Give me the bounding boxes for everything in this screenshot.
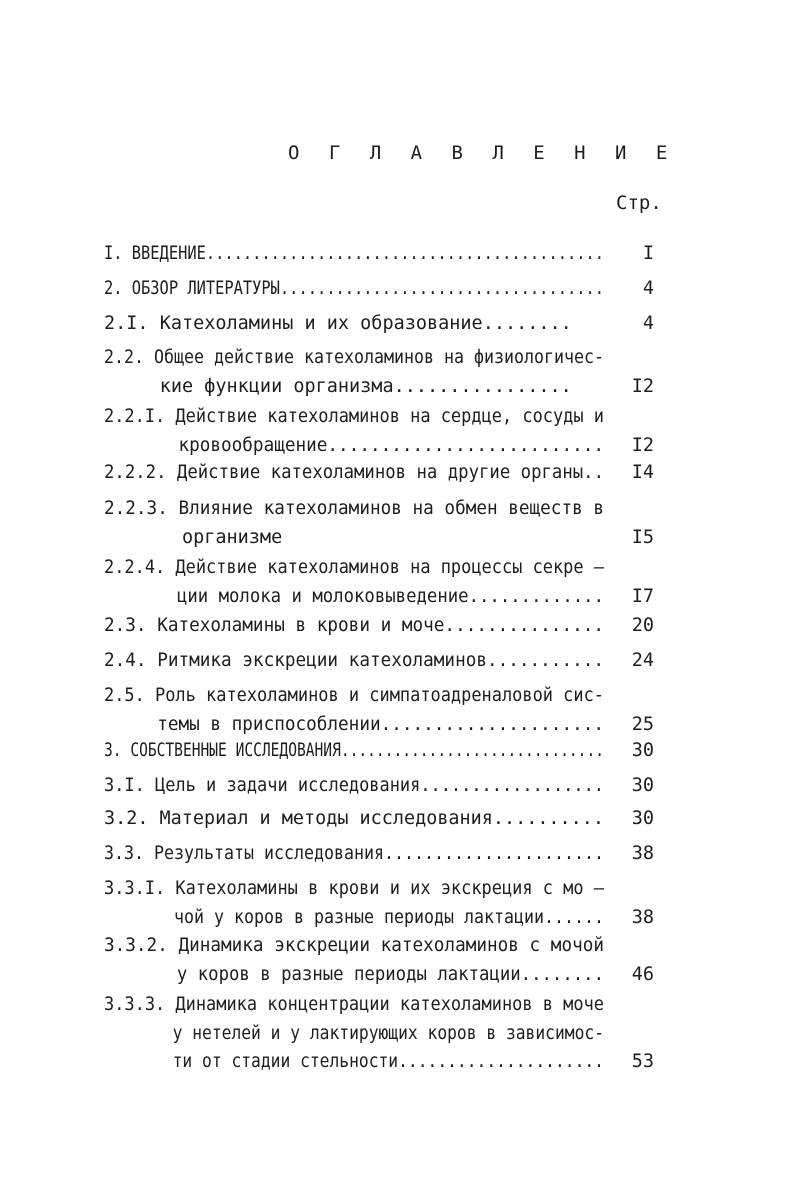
toc-entry-line: 3.I. Цель и задачи исследования..................	[104, 775, 604, 796]
toc-entry-page: I2	[631, 434, 654, 456]
toc-entry-page: 38	[631, 843, 654, 864]
toc-entry-page: 4	[642, 278, 654, 299]
toc-entry-line: 3.3.2. Динамика экскреции катехоламинов с мочой	[104, 935, 604, 956]
toc-entry-line: ции молока и молоковыведение.............	[104, 585, 604, 607]
toc-entry-line: ти от стадии стельности.....................	[104, 1051, 604, 1072]
toc-entry-line: темы в приспособлении.....................	[104, 713, 604, 735]
toc-entry-line: у нетелей и у лактирующих коров в зависимос-	[104, 1022, 604, 1044]
toc-entry-line: кровообращение..........................	[104, 434, 604, 456]
toc-entry-line: кие функции организма................	[104, 375, 572, 397]
toc-entry-line: 2.2.4. Действие катехоламинов на процессы секре –	[104, 557, 604, 578]
toc-entry-line: организме	[104, 526, 283, 548]
page-title	[0, 142, 793, 164]
toc-entry-line: чой у коров в разные периоды лактации......	[104, 906, 604, 928]
toc-entry-page: I	[642, 243, 654, 264]
toc-entry-line: 2.3. Катехоламины в крови и моче...............	[104, 615, 604, 636]
toc-entry-line: 2.I. Катехоламины и их образование........	[104, 313, 572, 334]
toc-entry-line: 3.3.3. Динамика концентрации катехоламинов в моче	[104, 994, 604, 1015]
toc-entry-line: 2.2.2. Действие катехоламинов на другие органы..	[104, 462, 604, 483]
toc-entry-line: 2.2. Общее действие катехоламинов на физиологичес-	[104, 347, 604, 368]
toc-entry-page: 30	[631, 775, 654, 796]
toc-entry-page: I7	[631, 585, 654, 607]
toc-entry-line: у коров в разные периоды лактации........	[104, 963, 604, 985]
toc-entry-line: I. ВВЕДЕНИЕ...........................................	[104, 243, 604, 264]
toc-entry-page: I2	[631, 375, 654, 397]
page-title-text: О Г Л А В Л Е Н И Е	[288, 142, 677, 164]
toc-entry-line: 2.2.I. Действие катехоламинов на сердце, сосуды и	[104, 406, 604, 427]
toc-entry-page: 38	[631, 906, 654, 928]
page-column-label: Стр.	[616, 192, 662, 214]
toc-entry-line: 3.3.I. Катехоламины в крови и их экскреция с мо –	[104, 878, 604, 899]
toc-entry-page: 46	[631, 963, 654, 985]
toc-entry-line: 3.3. Результаты исследования......................	[104, 843, 604, 864]
toc-entry-page: 30	[631, 808, 654, 829]
toc-entry-line: 3.2. Материал и методы исследования..........	[104, 808, 604, 829]
toc-entry-page: I5	[631, 526, 654, 548]
toc-entry-page: 25	[631, 713, 654, 735]
toc-entry-page: 4	[642, 313, 654, 334]
toc-entry-line: 2.4. Ритмика экскреции катехоламинов...........	[104, 650, 604, 671]
toc-entry-page: 53	[631, 1051, 654, 1072]
toc-entry-line: 2.2.3. Влияние катехоламинов на обмен веществ в	[104, 498, 604, 519]
toc-entry-page: 30	[631, 740, 654, 761]
toc-entry-line: 2. ОБЗОР ЛИТЕРАТУРЫ...................................	[104, 278, 604, 299]
toc-entry-line: 3. СОБСТВЕННЫЕ ИССЛЕДОВАНИЯ..............................	[104, 740, 604, 761]
toc-entry-page: 20	[631, 615, 654, 636]
toc-entry-page: I4	[631, 462, 654, 483]
toc-entry-line: 2.5. Роль катехоламинов и симпатоадреналовой сис-	[104, 685, 604, 706]
toc-entry-page: 24	[631, 650, 654, 671]
